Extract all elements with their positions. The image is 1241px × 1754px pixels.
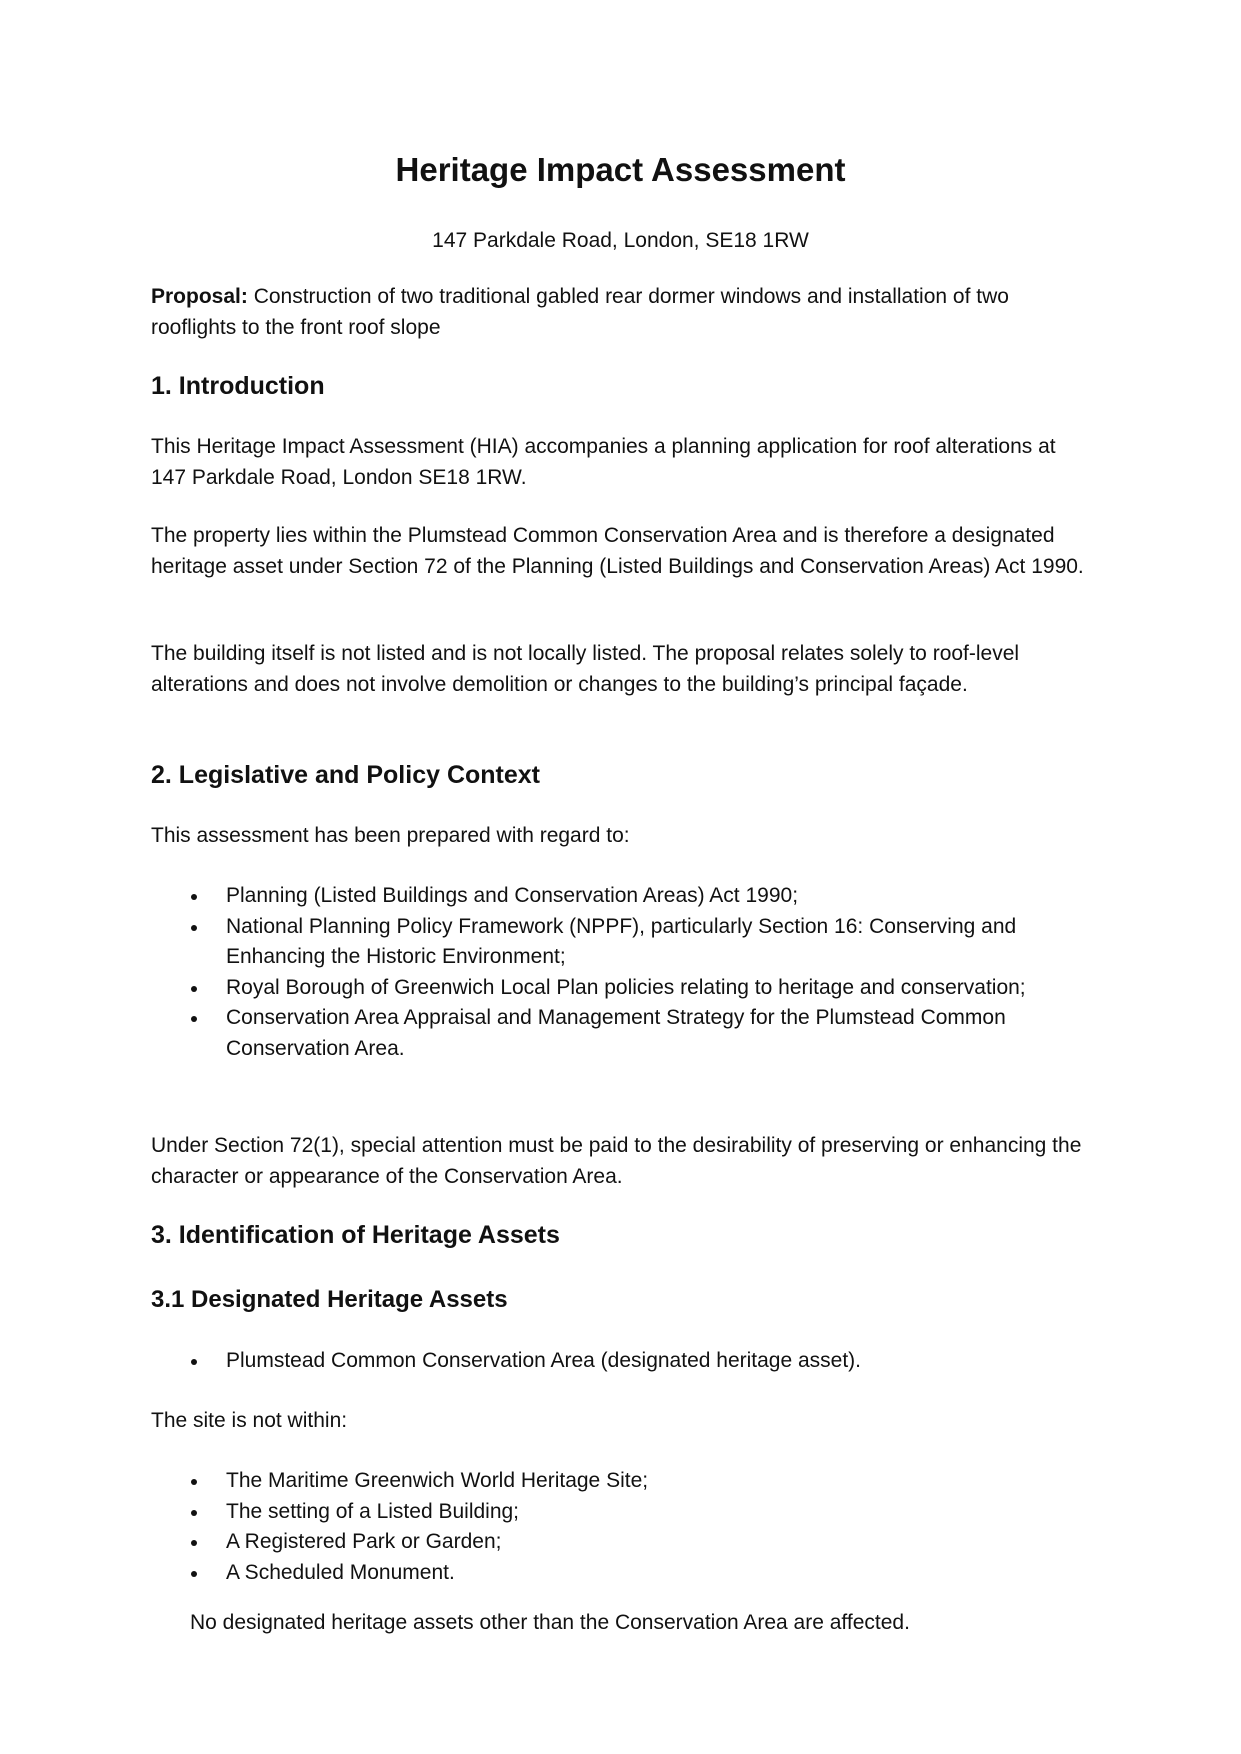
conclusion-note: No designated heritage assets other than the Conservation Area are affected.	[190, 1611, 910, 1634]
list-item	[151, 1497, 1091, 1528]
list-item-text: National Planning Policy Framework (NPPF), particularly Section 16: Conserving and Enhancing the Historic Environment;	[226, 914, 1017, 968]
list-item-text: Royal Borough of Greenwich Local Plan policies relating to heritage and conservation;	[226, 975, 1026, 999]
section-72-paragraph: Under Section 72(1), special attention must be paid to the desirability of preserving or enhancing the character or appearance of the Conservation Area.	[151, 1134, 1082, 1188]
list-item-text: The Maritime Greenwich World Heritage Site;	[226, 1469, 649, 1492]
list-item-text: A Scheduled Monument.	[226, 1560, 455, 1584]
bullet-icon	[191, 1359, 197, 1365]
bullet-icon	[191, 1540, 197, 1546]
bullet-icon	[191, 1571, 197, 1577]
proposal-paragraph	[151, 282, 1091, 343]
list-item	[151, 881, 1091, 912]
list-item	[151, 1003, 1091, 1064]
intro-paragraph-3: The building itself is not listed and is not locally listed. The proposal relates solely to roof-level alterations and does not involve demolition or changes to the building’s principal façade.	[151, 642, 1020, 696]
not-within-intro: The site is not within:	[151, 1409, 348, 1432]
list-item	[151, 1346, 1091, 1377]
list-item	[151, 1466, 1091, 1497]
bullet-icon	[191, 986, 197, 992]
proposal-text: Construction of two traditional gabled rear dormer windows and installation of two rooflights to the front roof slope	[151, 285, 1009, 339]
intro-paragraph-1: This Heritage Impact Assessment (HIA) accompanies a planning application for roof alterations at 147 Parkdale Road, London SE18 1RW.	[151, 435, 1056, 489]
list-item-text: A Registered Park or Garden;	[226, 1530, 502, 1553]
section-3-1-heading: 3.1 Designated Heritage Assets	[151, 1286, 508, 1313]
bullet-icon	[191, 1510, 197, 1516]
section-1-heading: 1. Introduction	[151, 372, 325, 400]
list-item	[151, 912, 1091, 973]
designated-assets-list	[151, 1346, 1091, 1377]
list-item-text: Conservation Area Appraisal and Management Strategy for the Plumstead Common Conservation Area.	[226, 1006, 1006, 1060]
section-3-heading: 3. Identification of Heritage Assets	[151, 1221, 560, 1249]
proposal-label: Proposal:	[151, 285, 248, 308]
intro-paragraph-2: The property lies within the Plumstead Common Conservation Area and is therefore a designated heritage asset under Section 72 of the Planning (Listed Buildings and Conservation Areas) Act 1990.	[151, 524, 1084, 578]
bullet-icon	[191, 1479, 197, 1485]
not-within-list	[151, 1466, 1091, 1588]
document-title: Heritage Impact Assessment	[395, 151, 846, 188]
list-item-text: Plumstead Common Conservation Area (designated heritage asset).	[226, 1349, 862, 1372]
list-item-text: Planning (Listed Buildings and Conservation Areas) Act 1990;	[226, 884, 799, 907]
list-item-text: The setting of a Listed Building;	[226, 1499, 520, 1523]
policy-intro: This assessment has been prepared with regard to:	[151, 824, 630, 847]
list-item	[151, 973, 1091, 1004]
bullet-icon	[191, 894, 197, 900]
bullet-icon	[191, 925, 197, 931]
site-address: 147 Parkdale Road, London, SE18 1RW	[432, 229, 809, 252]
section-2-heading: 2. Legislative and Policy Context	[151, 761, 541, 789]
policy-list	[151, 881, 1091, 1064]
bullet-icon	[191, 1016, 197, 1022]
list-item	[151, 1558, 1091, 1589]
list-item	[151, 1527, 1091, 1558]
